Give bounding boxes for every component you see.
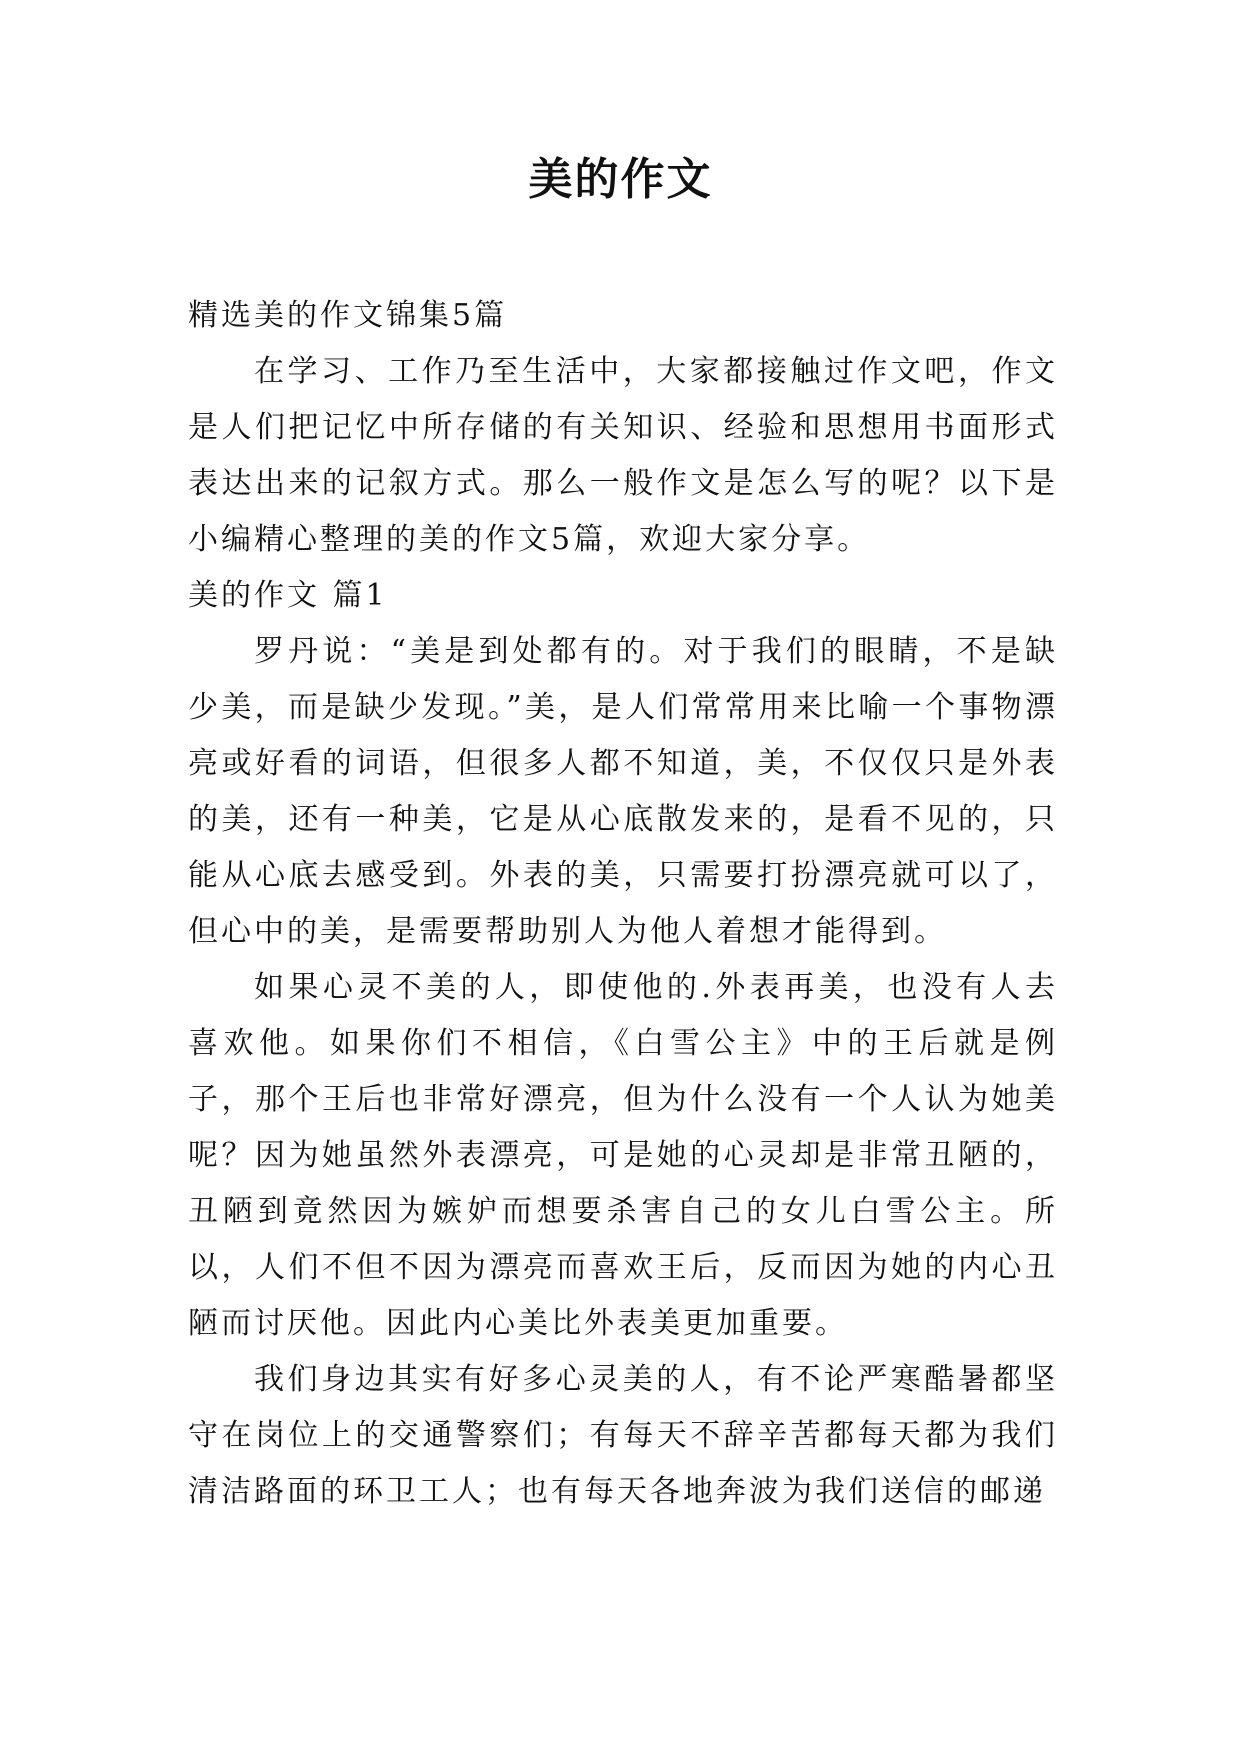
body-paragraph-2: 如果心灵不美的人，即使他的.外表再美，也没有人去喜欢他。如果你们不相信，《白雪公主》中的王后就是例子，那个王后也非常好漂亮，但为什么没有一个人认为她美呢？因为她虽然外表漂亮，可是她的心灵却是非常丑陋的，丑陋到竟然因为嫉妒而想要杀害自己的女儿白雪公主。所以，人们不但不因为漂亮而喜欢王后，反而因为她的内心丑陋而讨厌他。因此内心美比外表美更加重要。 [188, 970, 1058, 1341]
document-subtitle: 精选美的作文锦集5篇 [188, 298, 508, 333]
section-heading: 美的作文 篇1 [188, 578, 388, 613]
document-title: 美的作文 [528, 154, 713, 205]
body-paragraph-3: 我们身边其实有好多心灵美的人，有不论严寒酷暑都坚守在岗位上的交通警察们；有每天不辞辛苦都每天都为我们清洁路面的环卫工人；也有每天各地奔波为我们送信的邮递 [188, 1362, 1058, 1509]
document-body [188, 288, 1058, 1520]
body-paragraph-1: 罗丹说：“美是到处都有的。对于我们的眼睛，不是缺少美，而是缺少发现。”美，是人们常常用来比喻一个事物漂亮或好看的词语，但很多人都不知道，美，不仅仅只是外表的美，还有一种美，它是从心底散发来的，是看不见的，只能从心底去感受到。外表的美，只需要打扮漂亮就可以了，但心中的美，是需要帮助别人为他人着想才能得到。 [188, 634, 1058, 949]
intro-paragraph: 在学习、工作乃至生活中，大家都接触过作文吧，作文是人们把记忆中所存储的有关知识、经验和思想用书面形式表达出来的记叙方式。那么一般作文是怎么写的呢？以下是小编精心整理的美的作文5篇，欢迎大家分享。 [188, 354, 1058, 557]
